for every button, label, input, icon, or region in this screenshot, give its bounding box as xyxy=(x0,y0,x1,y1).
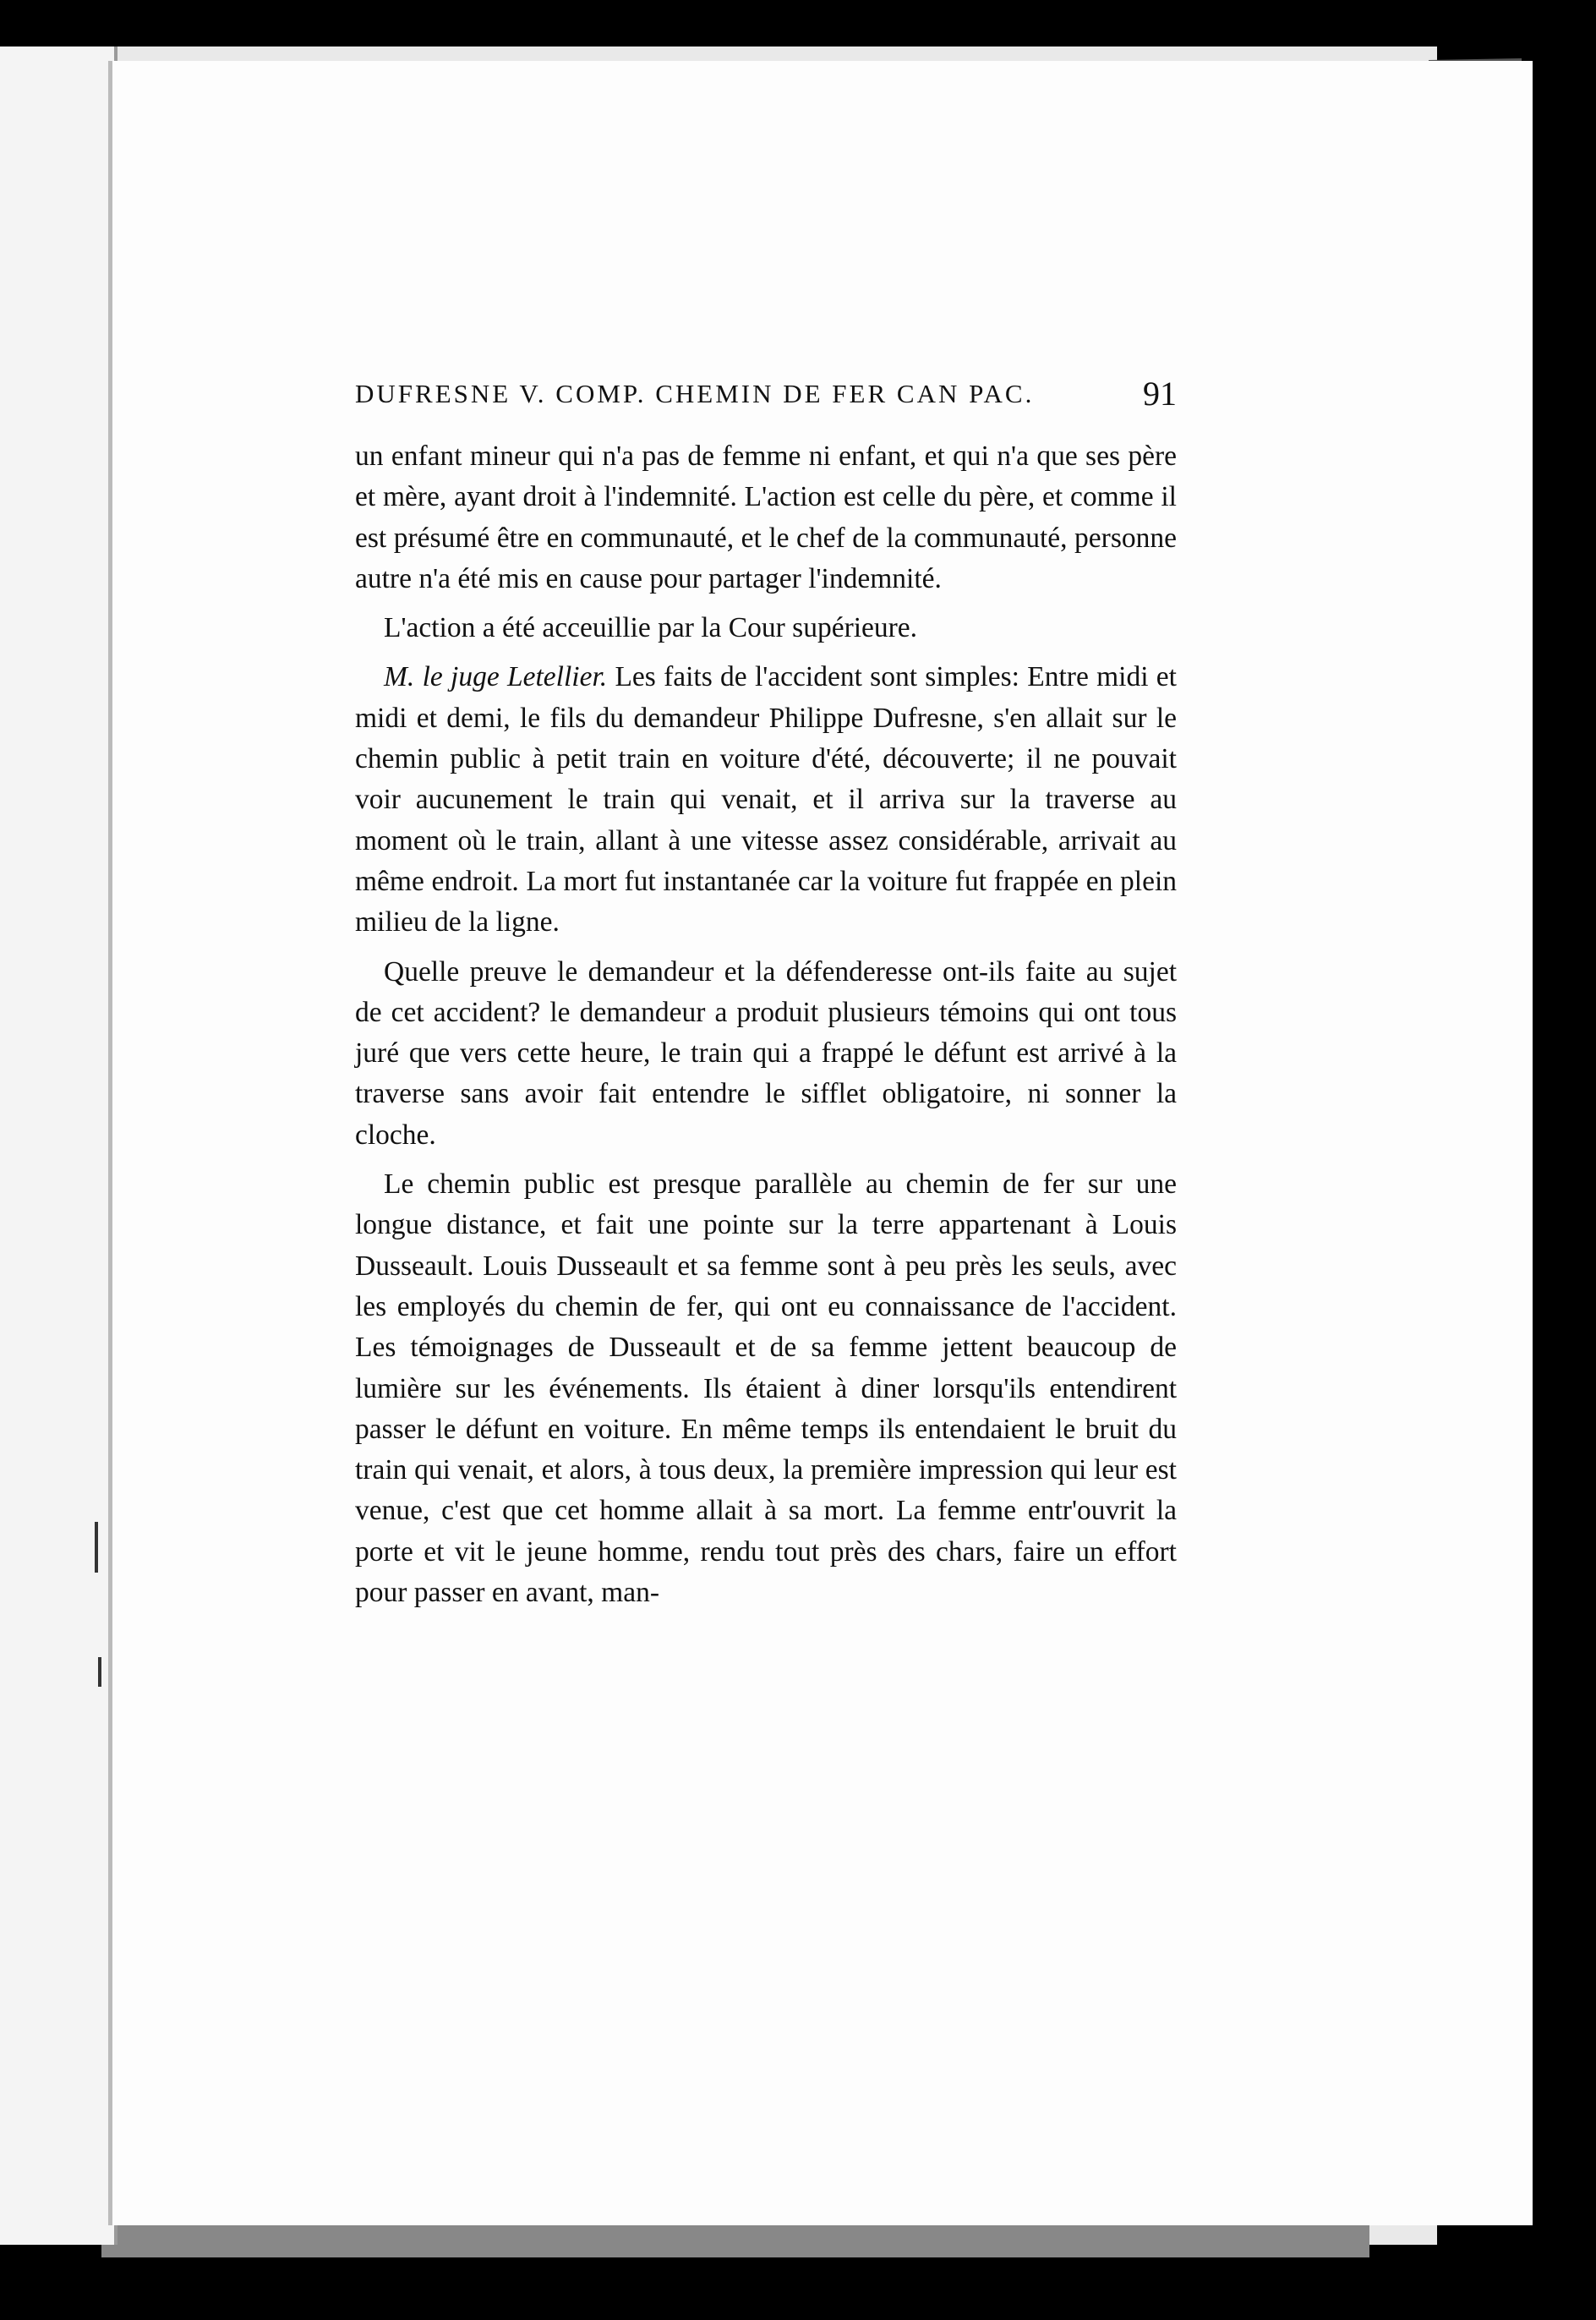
gutter-mark xyxy=(98,1657,101,1687)
running-title: DUFRESNE V. COMP. CHEMIN DE FER CAN PAC. xyxy=(355,379,1035,408)
bottom-sheet-edge xyxy=(101,2224,1369,2257)
gutter-mark xyxy=(95,1522,98,1573)
paragraph: L'action a été acceuillie par la Cour supérieure. xyxy=(384,612,918,644)
paragraph: Quelle preuve le demandeur et la défenderesse ont-ils faite au sujet de cet accident? le demandeur a produit plusieurs témoins qui ont tous juré que vers cette heure, le train qui a frappé le défunt est arrivé à la traverse sans avoir fait entendre le sifflet obligatoire, ni sonner la cloche. xyxy=(355,955,1177,1151)
speaker-name: M. le juge Letellier. xyxy=(384,661,608,693)
paragraph: Le chemin public est presque parallèle au chemin de fer sur une longue distance, et fait une pointe sur la terre appartenant à Louis Dusseault. Louis Dusseault et sa femme sont à peu près les seuls, avec les employés du chemin de fer, qui ont eu connaissance de l'accident. Les témoignages de Dusseault et de sa femme jettent beaucoup de lumière sur les événements. Ils étaient à diner lorsqu'ils entendirent passer le défunt en voiture. En même temps ils entendaient le bruit du train qui venait, et alors, à tous deux, la première impression qui leur est venue, c'est que cet homme allait à sa mort. La femme entr'ouvrit la porte et vit le jeune homme, rendu tout près des chars, faire un effort pour passer en avant, man- xyxy=(355,1168,1177,1609)
paragraph xyxy=(355,657,1177,943)
facing-page-edge xyxy=(0,47,118,2245)
page-number: 91 xyxy=(1143,375,1177,413)
paragraph-text: Les faits de l'accident sont simples: Entre midi et midi et demi, le fils du demandeur Philippe Dufresne, s'en allait sur le chemin public à petit train en voiture d'été, découverte; il ne pouvait voir aucunement le train qui venait, et il arriva sur la traverse au moment où le train, allant à une vitesse assez considérable, arrivait au même endroit. La mort fut instantanée car la voiture fut frappée en plein milieu de la ligne. xyxy=(355,661,1177,938)
paragraph: un enfant mineur qui n'a pas de femme ni enfant, et qui n'a que ses père et mère, ayant droit à l'indemnité. L'action est celle du père, et comme il est présumé être en communauté, et le chef de la communauté, personne autre n'a été mis en cause pour partager l'indemnité. xyxy=(355,440,1177,594)
page-body xyxy=(355,436,1177,1622)
